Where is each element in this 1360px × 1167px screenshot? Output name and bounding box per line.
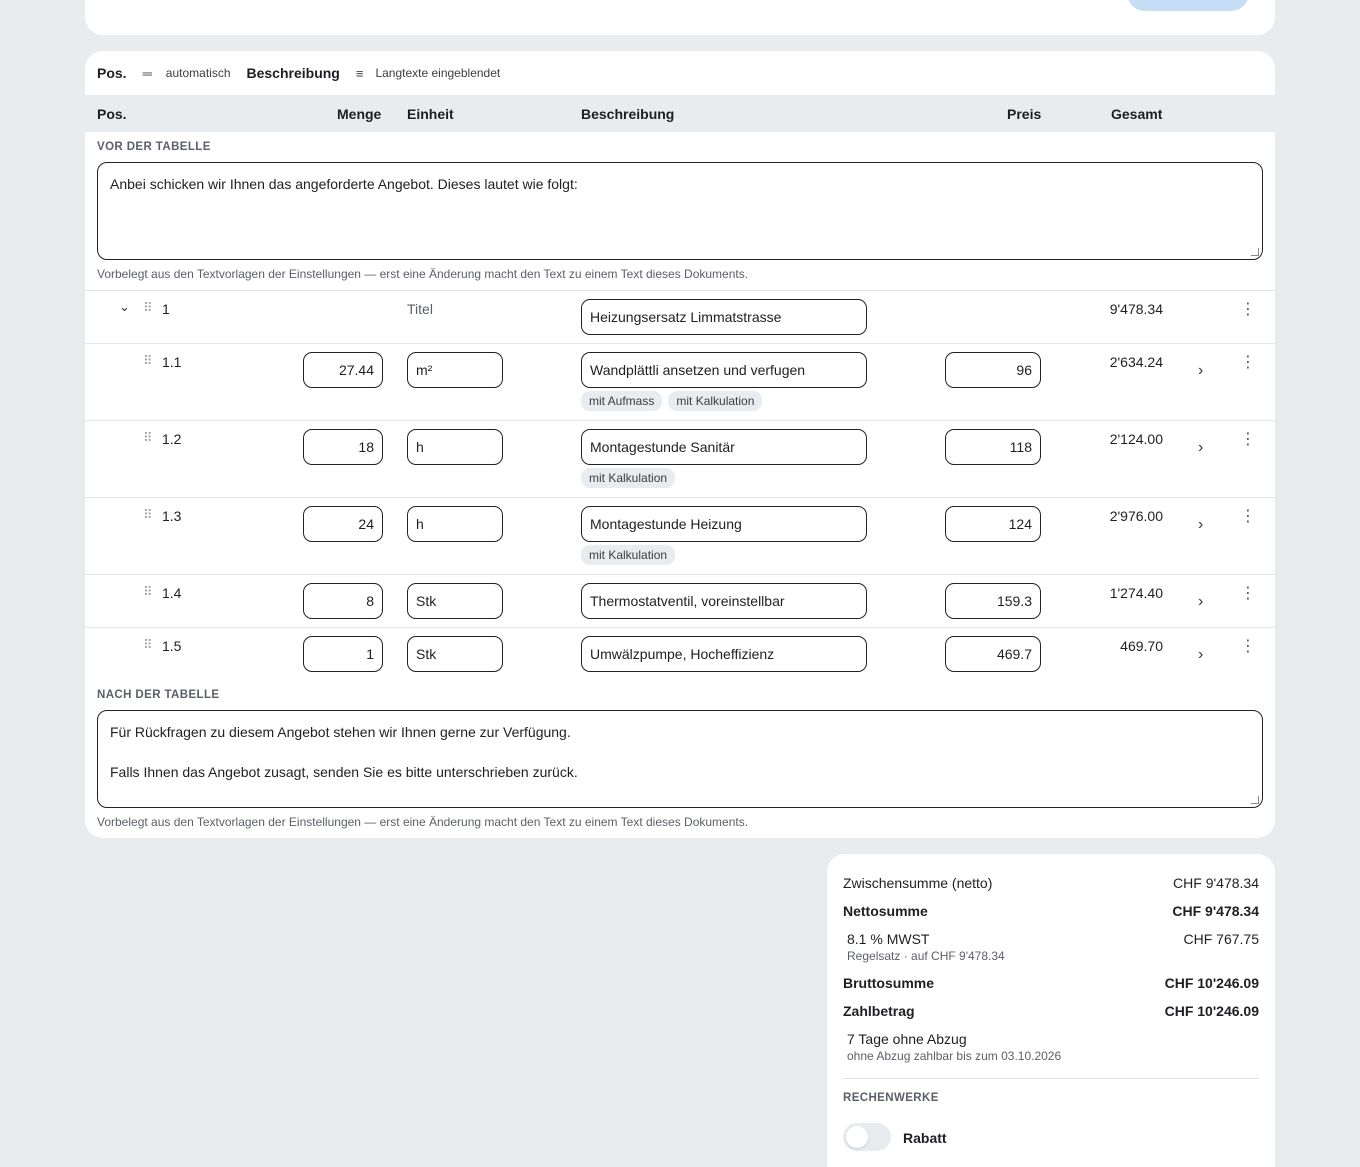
desc-mode-value[interactable]: Langtexte eingeblendet <box>375 66 501 80</box>
positions-toolbar <box>85 51 1275 95</box>
pos-mode-value[interactable]: automatisch <box>165 66 231 80</box>
before-table-label: VOR DER TABELLE <box>97 141 211 153</box>
row-tags <box>581 545 675 565</box>
row-tags <box>581 391 762 411</box>
payment-amount-row <box>843 1003 1259 1019</box>
unit-input[interactable]: m² <box>407 352 503 388</box>
summary-card <box>827 854 1275 1167</box>
price-input[interactable]: 469.7 <box>945 636 1041 672</box>
more-options-icon[interactable]: ⋮ <box>1240 638 1256 655</box>
quantity-input[interactable]: 8 <box>303 583 383 619</box>
gross-total-row <box>843 975 1259 991</box>
gross-total-label: Bruttosumme <box>843 975 935 991</box>
payment-terms-label: 7 Tage ohne Abzug <box>847 1031 967 1047</box>
table-row <box>85 627 1275 680</box>
calc-section-label: RECHENWERKE <box>843 1092 939 1104</box>
description-input[interactable]: Umwälzpumpe, Hocheffizienz <box>581 636 867 672</box>
chevron-right-icon[interactable]: › <box>1198 362 1204 379</box>
tag-badge[interactable]: mit Aufmass <box>581 391 662 411</box>
after-table-textarea[interactable] <box>97 710 1263 808</box>
resize-handle-icon[interactable] <box>1251 248 1259 256</box>
unit-input[interactable]: h <box>407 429 503 465</box>
row-total: 9'478.34 <box>1109 301 1163 317</box>
net-total-label: Nettosumme <box>843 903 928 919</box>
col-menge: Menge <box>337 106 382 122</box>
description-input[interactable]: Thermostatventil, voreinstellbar <box>581 583 867 619</box>
drag-handle-icon[interactable]: ⠿ <box>143 430 151 445</box>
tag-badge[interactable]: mit Kalkulation <box>668 391 762 411</box>
subtotal-label: Zwischensumme (netto) <box>843 875 993 891</box>
drag-handle-icon[interactable]: ⠿ <box>143 584 151 599</box>
discount-toggle[interactable] <box>843 1123 891 1151</box>
row-total: 2'976.00 <box>1109 508 1163 524</box>
title-description-input[interactable]: Heizungsersatz Limmatstrasse <box>581 299 867 335</box>
chevron-right-icon[interactable]: › <box>1198 593 1204 610</box>
resize-handle-icon[interactable] <box>1251 796 1259 804</box>
vat-label: 8.1 % MWST <box>847 931 930 947</box>
row-tags <box>581 468 675 488</box>
payment-amount-value: CHF 10'246.09 <box>1164 1003 1259 1019</box>
row-pos: 1.2 <box>162 431 182 447</box>
table-row-title <box>85 290 1275 343</box>
unit-input[interactable]: h <box>407 506 503 542</box>
description-input[interactable]: Montagestunde Heizung <box>581 506 867 542</box>
description-input[interactable]: Montagestunde Sanitär <box>581 429 867 465</box>
payment-terms-subtext: ohne Abzug zahlbar bis zum 03.10.2026 <box>847 1049 1062 1063</box>
column-header <box>85 95 1275 132</box>
chevron-right-icon[interactable]: › <box>1198 516 1204 533</box>
table-row <box>85 420 1275 497</box>
row-pos: 1.5 <box>162 638 182 654</box>
row-pos: 1.1 <box>162 354 182 370</box>
quantity-input[interactable]: 27.44 <box>303 352 383 388</box>
more-options-icon[interactable]: ⋮ <box>1240 301 1256 318</box>
pos-mode-label: Pos. <box>97 65 127 81</box>
tag-badge[interactable]: mit Kalkulation <box>581 545 675 565</box>
net-total-row <box>843 903 1259 919</box>
quantity-input[interactable]: 1 <box>303 636 383 672</box>
chevron-down-icon[interactable]: ⌄ <box>119 299 130 314</box>
more-options-icon[interactable]: ⋮ <box>1240 354 1256 371</box>
description-input[interactable]: Wandplättli ansetzen und verfugen <box>581 352 867 388</box>
col-beschreibung: Beschreibung <box>581 106 675 122</box>
discount-label: Rabatt <box>903 1130 947 1146</box>
before-table-hint: Vorbelegt aus den Textvorlagen der Einstellungen — erst eine Änderung macht den Text zu einem Text dieses Dokuments. <box>97 267 749 281</box>
vat-row <box>847 931 1259 947</box>
before-table-line: Anbei schicken wir Ihnen das angeforderte Angebot. Dieses lautet wie folgt: <box>110 176 578 192</box>
toggle-knob <box>846 1126 868 1148</box>
after-table-label: NACH DER TABELLE <box>97 689 220 701</box>
quantity-input[interactable]: 24 <box>303 506 383 542</box>
table-row <box>85 497 1275 574</box>
after-table-hint: Vorbelegt aus den Textvorlagen der Einstellungen — erst eine Änderung macht den Text zu einem Text dieses Dokuments. <box>97 815 749 829</box>
row-pos: 1.4 <box>162 585 182 601</box>
row-total: 1'274.40 <box>1109 585 1163 601</box>
price-input[interactable]: 118 <box>945 429 1041 465</box>
more-options-icon[interactable]: ⋮ <box>1240 508 1256 525</box>
primary-action-button[interactable] <box>1127 0 1249 11</box>
payment-amount-label: Zahlbetrag <box>843 1003 915 1019</box>
price-input[interactable]: 124 <box>945 506 1041 542</box>
gross-total-value: CHF 10'246.09 <box>1164 975 1259 991</box>
row-pos: 1 <box>162 301 170 317</box>
drag-handle-icon[interactable]: ⠿ <box>143 637 151 652</box>
row-total: 2'634.24 <box>1109 354 1163 370</box>
desc-mode-label: Beschreibung <box>246 65 340 81</box>
row-total: 2'124.00 <box>1109 431 1163 447</box>
drag-handle-icon[interactable]: ⠿ <box>143 507 151 522</box>
more-options-icon[interactable]: ⋮ <box>1240 585 1256 602</box>
payment-terms-row <box>847 1031 1259 1047</box>
text-lines-icon[interactable]: ≡ <box>355 65 364 81</box>
vat-subtext: Regelsatz · auf CHF 9'478.34 <box>847 949 1005 963</box>
price-input[interactable]: 159.3 <box>945 583 1041 619</box>
subtotal-row <box>843 875 1259 891</box>
net-total-value: CHF 9'478.34 <box>1172 903 1259 919</box>
col-preis: Preis <box>1007 106 1042 122</box>
unit-input[interactable]: Stk <box>407 636 503 672</box>
row-type-label: Titel <box>407 301 433 317</box>
summary-divider <box>843 1078 1259 1079</box>
chevron-right-icon[interactable]: › <box>1198 646 1204 663</box>
col-einheit: Einheit <box>407 106 454 122</box>
unit-input[interactable]: Stk <box>407 583 503 619</box>
subtotal-value: CHF 9'478.34 <box>1173 875 1259 891</box>
after-table-line <box>110 742 1250 762</box>
chevron-right-icon[interactable]: › <box>1198 439 1204 456</box>
drag-handle-icon[interactable]: ⠿ <box>143 353 151 368</box>
after-table-line: Für Rückfragen zu diesem Angebot stehen wir Ihnen gerne zur Verfügung. <box>110 724 571 740</box>
quantity-input[interactable]: 18 <box>303 429 383 465</box>
positions-card <box>85 51 1275 838</box>
drag-handle-icon[interactable]: ⠿ <box>143 300 151 315</box>
after-table-line: Falls Ihnen das Angebot zusagt, senden Sie es bitte unterschrieben zurück. <box>110 764 578 780</box>
price-input[interactable]: 96 <box>945 352 1041 388</box>
tag-badge[interactable]: mit Kalkulation <box>581 468 675 488</box>
row-pos: 1.3 <box>162 508 182 524</box>
col-pos: Pos. <box>97 106 127 122</box>
table-row <box>85 574 1275 627</box>
col-gesamt: Gesamt <box>1111 106 1163 122</box>
more-options-icon[interactable]: ⋮ <box>1240 431 1256 448</box>
before-table-textarea[interactable] <box>97 162 1263 260</box>
row-total: 469.70 <box>1120 638 1163 654</box>
top-card <box>85 0 1275 35</box>
equals-icon[interactable]: ═ <box>142 65 152 81</box>
table-row <box>85 343 1275 420</box>
vat-value: CHF 767.75 <box>1183 931 1259 947</box>
